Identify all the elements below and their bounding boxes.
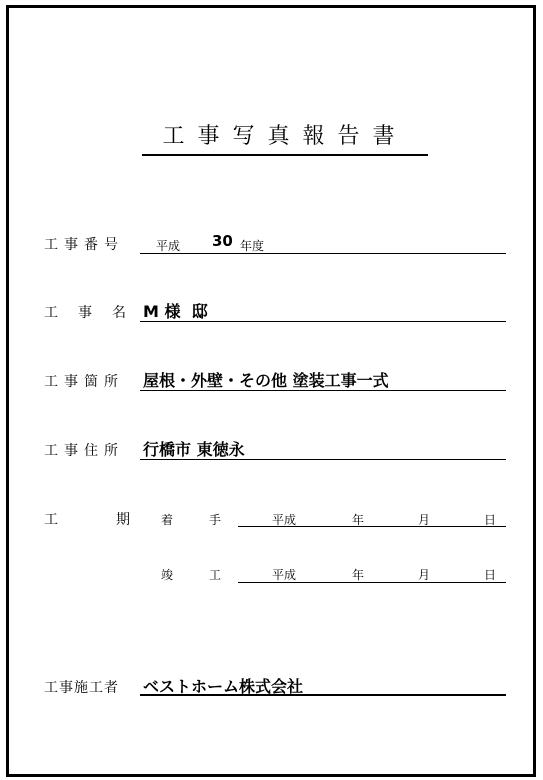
period-start-day-unit: 日 [484,513,497,527]
period-start-year-unit: 年 [352,513,365,527]
construction-address-underline [140,459,506,460]
period-start-era: 平成 [272,513,297,527]
document-title: 工事写真報告書 [142,124,428,156]
period-start-underline [238,526,506,527]
construction-number-year: 30 [212,232,233,250]
label-construction-name: 工事名 [44,305,146,321]
label-construction-address: 工事住所 [44,443,124,459]
period-end-era: 平成 [272,568,297,582]
period-end-underline [238,582,506,583]
period-end-day-unit: 日 [484,568,497,582]
period-start-month-unit: 月 [418,513,431,527]
construction-number-era: 平成 [156,239,181,253]
label-construction-period: 工期 [44,512,188,528]
period-end-month-unit: 月 [418,568,431,582]
label-period-end: 竣工 [161,568,258,582]
label-period-start: 着手 [161,513,258,527]
label-construction-number: 工事番号 [44,237,124,253]
construction-name-underline [140,321,506,322]
construction-address-value: 行橋市 東徳永 [143,440,245,459]
construction-location-value: 屋根・外壁・その他 塗装工事一式 [143,371,389,390]
construction-location-underline [140,390,506,391]
period-end-year-unit: 年 [352,568,365,582]
contractor-underline [140,694,506,696]
label-construction-location: 工事箇所 [44,374,124,390]
construction-name-value: M 様 邸 [143,302,208,321]
label-contractor: 工事施工者 [44,680,119,696]
document-frame [6,5,536,777]
contractor-value: ベストホーム株式会社 [143,677,304,696]
construction-number-underline [140,253,506,254]
construction-number-year-suffix: 年度 [240,239,265,253]
